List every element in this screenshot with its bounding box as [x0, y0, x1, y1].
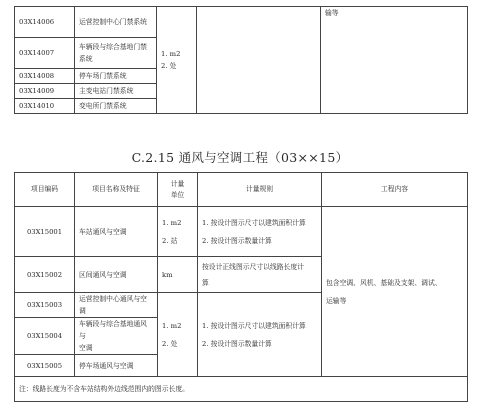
- unit-line: 1. m2: [161, 50, 181, 58]
- unit-cell: [157, 7, 197, 114]
- rule-line: 2. 按设计图示数量计算: [202, 339, 272, 348]
- header-name: 项目名称及特征: [75, 173, 158, 207]
- header-row: [15, 173, 468, 207]
- table-row-code: 03X14006: [15, 7, 75, 38]
- group-rule-cell: [198, 293, 322, 377]
- table-row-code: 03X14008: [15, 69, 75, 84]
- header-rule: 计量规则: [198, 173, 322, 207]
- table-row-code: 03X14009: [15, 84, 75, 99]
- row-name: 车站通风与空调: [75, 207, 158, 257]
- table-row-name: 运营控制中心门禁系统: [75, 7, 157, 38]
- work-line: 包含空调、风机、基础及支架、调试、: [326, 278, 442, 287]
- unit-line: 1. m2: [162, 218, 182, 227]
- row-code: 03X15004: [15, 318, 75, 355]
- header-code: 项目编码: [15, 173, 75, 207]
- section-title: C.2.15 通风与空调工程（03××15）: [131, 150, 349, 165]
- header-work: 工程内容: [322, 173, 468, 207]
- unit-line: 2. 站: [162, 236, 178, 245]
- work-content-cell: [322, 207, 468, 377]
- rule-line: 1. 按设计图示尺寸以建筑面积计算: [202, 218, 306, 227]
- table-note: 注：线路长度为不含车站结构外边线范围内的图示长度。: [15, 377, 468, 402]
- row-code: 03X15003: [15, 293, 75, 318]
- unit-line: 2. 处: [161, 62, 177, 70]
- rule-line: 算: [202, 278, 209, 287]
- name-line: 车辆段与综合基地通风与: [79, 320, 147, 340]
- rule-line: 2. 按设计图示数量计算: [202, 236, 272, 245]
- table-row-code: 03X14007: [15, 38, 75, 69]
- table-row: [15, 207, 468, 257]
- table-row-name: 变电所门禁系统: [75, 99, 157, 114]
- table-row-name: 停车场门禁系统: [75, 69, 157, 84]
- rule-line: 1. 按设计图示尺寸以建筑面积计算: [202, 321, 306, 330]
- rule-line: 按设计正线图示尺寸以线路长度计: [202, 262, 304, 271]
- row-rule: [198, 207, 322, 257]
- header-unit-line2: 单位: [170, 190, 185, 199]
- unit-line: 1. m2: [162, 321, 182, 330]
- group-unit-cell: [158, 293, 198, 377]
- row-unit: km: [158, 257, 198, 293]
- continued-table: [14, 6, 468, 114]
- row-name: 区间通风与空调: [75, 257, 158, 293]
- work-content-cell: 输等: [321, 7, 468, 114]
- rule-cell: [197, 7, 321, 114]
- row-rule: [198, 257, 322, 293]
- row-code: 03X15005: [15, 355, 75, 377]
- table-row-code: 03X14010: [15, 99, 75, 114]
- note-row: [15, 377, 468, 402]
- row-code: 03X15002: [15, 257, 75, 293]
- unit-line: 2. 处: [162, 339, 178, 348]
- name-line: 空调: [79, 344, 93, 352]
- header-unit: [158, 173, 198, 207]
- ventilation-table: [14, 172, 468, 402]
- row-name: 运营控制中心通风与空调: [75, 293, 158, 318]
- header-unit-line1: 计量: [170, 179, 185, 188]
- row-name: 停车场通风与空调: [75, 355, 158, 377]
- row-name: [75, 318, 158, 355]
- work-line: 运输等: [326, 296, 347, 305]
- table-row-name: 主变电站门禁系统: [75, 84, 157, 99]
- table-row-name: 车辆段与综合基地门禁系统: [75, 38, 157, 69]
- row-unit: [158, 207, 198, 257]
- row-code: 03X15001: [15, 207, 75, 257]
